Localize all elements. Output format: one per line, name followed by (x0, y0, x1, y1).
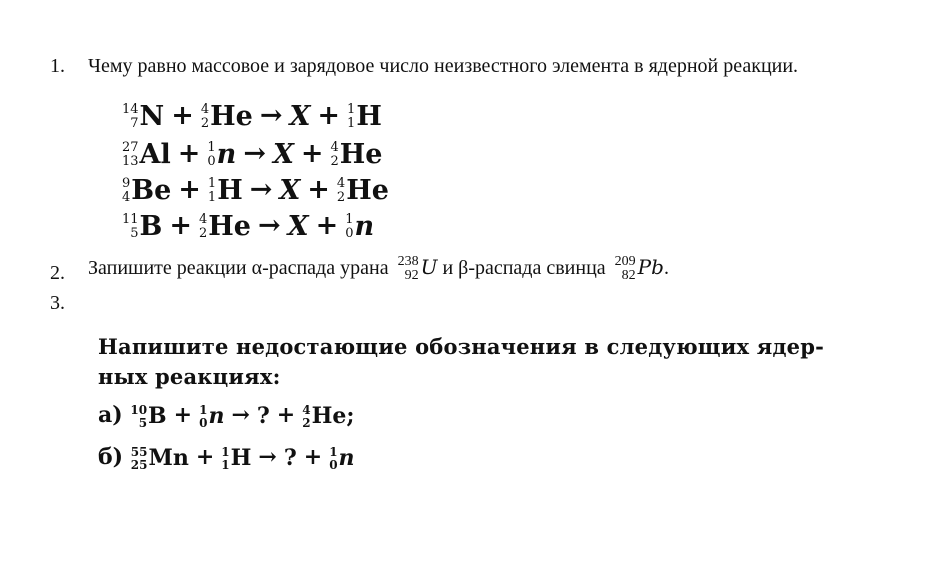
isotope-numbers (122, 141, 139, 168)
question-1-number: 1. (50, 55, 65, 77)
isotope-numbers (122, 213, 139, 240)
nuclide (199, 210, 251, 242)
plus-operator: + (195, 444, 215, 470)
nuclide (288, 210, 309, 242)
isotope-numbers (329, 446, 337, 471)
element-symbol: H (217, 175, 243, 206)
isotope-numbers (331, 141, 339, 168)
arrow-icon: → (231, 402, 250, 428)
element-symbol: X (287, 211, 309, 242)
plus-operator: + (171, 100, 194, 131)
plus-operator: + (169, 210, 192, 241)
plus-operator: + (276, 402, 296, 428)
uranium-charge-number: 92 (404, 268, 419, 284)
mass-number: 1 (345, 212, 354, 227)
isotope-numbers (345, 213, 353, 240)
element-symbol: n (208, 403, 225, 429)
nuclide (201, 100, 253, 132)
subtask-a-label: а) (98, 402, 123, 428)
isotope-numbers (122, 103, 139, 130)
plus-operator: + (315, 210, 339, 241)
uranium-isotope-numbers (398, 255, 419, 283)
mass-number: 1 (207, 140, 216, 155)
nuclide (337, 174, 389, 206)
question-2-text-middle: и β-распада свинца (442, 257, 606, 279)
subtask-b-reaction (131, 444, 355, 470)
nuclide (346, 402, 354, 429)
element-symbol: He (210, 101, 253, 132)
nuclide (279, 174, 300, 206)
plus-operator: + (173, 402, 193, 428)
element-symbol: Al (139, 139, 171, 170)
question-3-line-1: Напишите недостающие обозначения в следующих ядер- (98, 334, 824, 359)
mass-number: 4 (336, 176, 346, 191)
plus-operator: + (303, 444, 323, 470)
question-1-text: Чему равно массовое и зарядовое число неизвестного элемента в ядерной реакции. (88, 55, 799, 77)
nuclide (329, 444, 354, 471)
charge-number: 2 (330, 154, 339, 169)
element-symbol: He (339, 139, 383, 170)
element-symbol: N (139, 101, 165, 132)
mass-number: 1 (199, 402, 208, 417)
nuclide (257, 402, 270, 429)
lead-isotope-numbers (615, 255, 636, 283)
question-2-text (88, 255, 669, 283)
mass-number: 11 (122, 212, 139, 227)
element-symbol: H (230, 445, 252, 471)
element-symbol: He (311, 403, 347, 429)
charge-number: 0 (329, 457, 338, 472)
nuclide (199, 402, 224, 429)
nuclide (302, 402, 346, 429)
element-symbol: X (272, 139, 294, 170)
nuclide (221, 444, 251, 471)
element-symbol: n (216, 139, 237, 170)
charge-number: 7 (130, 116, 139, 131)
nuclide (122, 174, 171, 206)
uranium-symbol: U (420, 255, 438, 279)
subtask-a-reaction (130, 402, 354, 428)
isotope-numbers (302, 404, 310, 429)
isotope-numbers (130, 404, 147, 429)
element-symbol: Mn (148, 445, 189, 471)
mass-number: 4 (302, 402, 311, 417)
charge-number: 0 (345, 226, 354, 241)
nuclide (347, 100, 382, 132)
mass-number: 1 (207, 176, 217, 191)
element-symbol: He (346, 175, 389, 206)
isotope-numbers (199, 213, 207, 240)
charge-number: 0 (207, 154, 216, 169)
charge-number: 5 (130, 226, 139, 241)
nuclide (289, 100, 310, 132)
isotope-numbers (207, 141, 215, 168)
charge-number: 2 (199, 226, 208, 241)
isotope-numbers (347, 103, 355, 130)
charge-number: 0 (199, 415, 208, 430)
arrow-icon: → (258, 444, 277, 470)
plus-operator: + (177, 138, 201, 169)
mass-number: 1 (329, 444, 338, 459)
mass-number: 4 (330, 140, 339, 155)
nuclide (284, 444, 297, 471)
isotope-numbers (201, 103, 209, 130)
question-3-number: 3. (50, 292, 65, 314)
nuclide (130, 402, 166, 429)
arrow-icon: → (259, 100, 283, 131)
charge-number: 2 (302, 415, 311, 430)
plus-operator: + (317, 100, 341, 131)
reaction-4 (122, 210, 374, 242)
lead-mass-number: 209 (614, 254, 636, 270)
question-2-number: 2. (50, 262, 65, 284)
mass-number: 55 (130, 444, 148, 459)
mass-number: 1 (221, 444, 230, 459)
lead-symbol: Pb (637, 255, 664, 279)
arrow-icon: → (257, 210, 281, 241)
nuclide (273, 138, 294, 170)
isotope-numbers (199, 404, 207, 429)
mass-number: 14 (122, 102, 139, 117)
charge-number: 1 (347, 116, 356, 131)
plus-operator: + (178, 174, 201, 205)
mass-number: 27 (122, 140, 139, 155)
isotope-numbers (122, 177, 130, 204)
nuclide (345, 210, 374, 242)
nuclide (122, 210, 162, 242)
nuclide (122, 100, 164, 132)
subtask-b (98, 444, 355, 471)
plus-operator: + (307, 174, 330, 205)
element-symbol: B (148, 403, 167, 429)
charge-number: 13 (122, 154, 139, 169)
charge-number: 2 (200, 116, 210, 131)
question-2-text-before: Запишите реакции α-распада урана (88, 257, 389, 279)
element-symbol: n (338, 445, 355, 471)
nuclide (331, 138, 383, 170)
charge-number: 1 (207, 190, 217, 205)
mass-number: 1 (347, 102, 356, 117)
element-symbol: ? (256, 403, 270, 429)
reaction-2 (122, 138, 383, 170)
charge-number: 1 (221, 457, 230, 472)
charge-number: 2 (336, 190, 346, 205)
charge-number: 4 (122, 190, 131, 205)
arrow-icon: → (249, 174, 273, 205)
charge-number: 25 (130, 457, 148, 472)
nuclide (122, 138, 171, 170)
element-symbol: Be (131, 175, 172, 206)
question-2-text-end: . (663, 257, 669, 279)
uranium-mass-number: 238 (397, 254, 419, 270)
isotope-numbers (131, 446, 148, 471)
nuclide (207, 138, 236, 170)
question-3-line-2: ных реакциях: (98, 364, 281, 389)
subtask-b-label: б) (98, 444, 124, 470)
element-symbol: ? (283, 445, 297, 471)
element-symbol: He (208, 211, 251, 242)
element-symbol: ; (346, 403, 355, 429)
isotope-numbers (337, 177, 345, 204)
charge-number: 5 (138, 415, 148, 430)
element-symbol: H (356, 101, 382, 132)
lead-charge-number: 82 (621, 268, 636, 284)
mass-number: 10 (130, 402, 148, 417)
nuclide (131, 444, 189, 471)
plus-operator: + (300, 138, 324, 169)
reaction-3 (122, 174, 389, 206)
element-symbol: B (139, 211, 163, 242)
arrow-icon: → (243, 138, 266, 169)
isotope-numbers (208, 177, 216, 204)
element-symbol: X (279, 175, 301, 206)
element-symbol: n (354, 211, 375, 242)
element-symbol: X (289, 101, 311, 132)
mass-number: 4 (199, 212, 208, 227)
mass-number: 9 (122, 176, 131, 191)
nuclide (208, 174, 243, 206)
reaction-1 (122, 100, 382, 132)
isotope-numbers (221, 446, 229, 471)
mass-number: 4 (200, 102, 210, 117)
subtask-a (98, 402, 355, 429)
